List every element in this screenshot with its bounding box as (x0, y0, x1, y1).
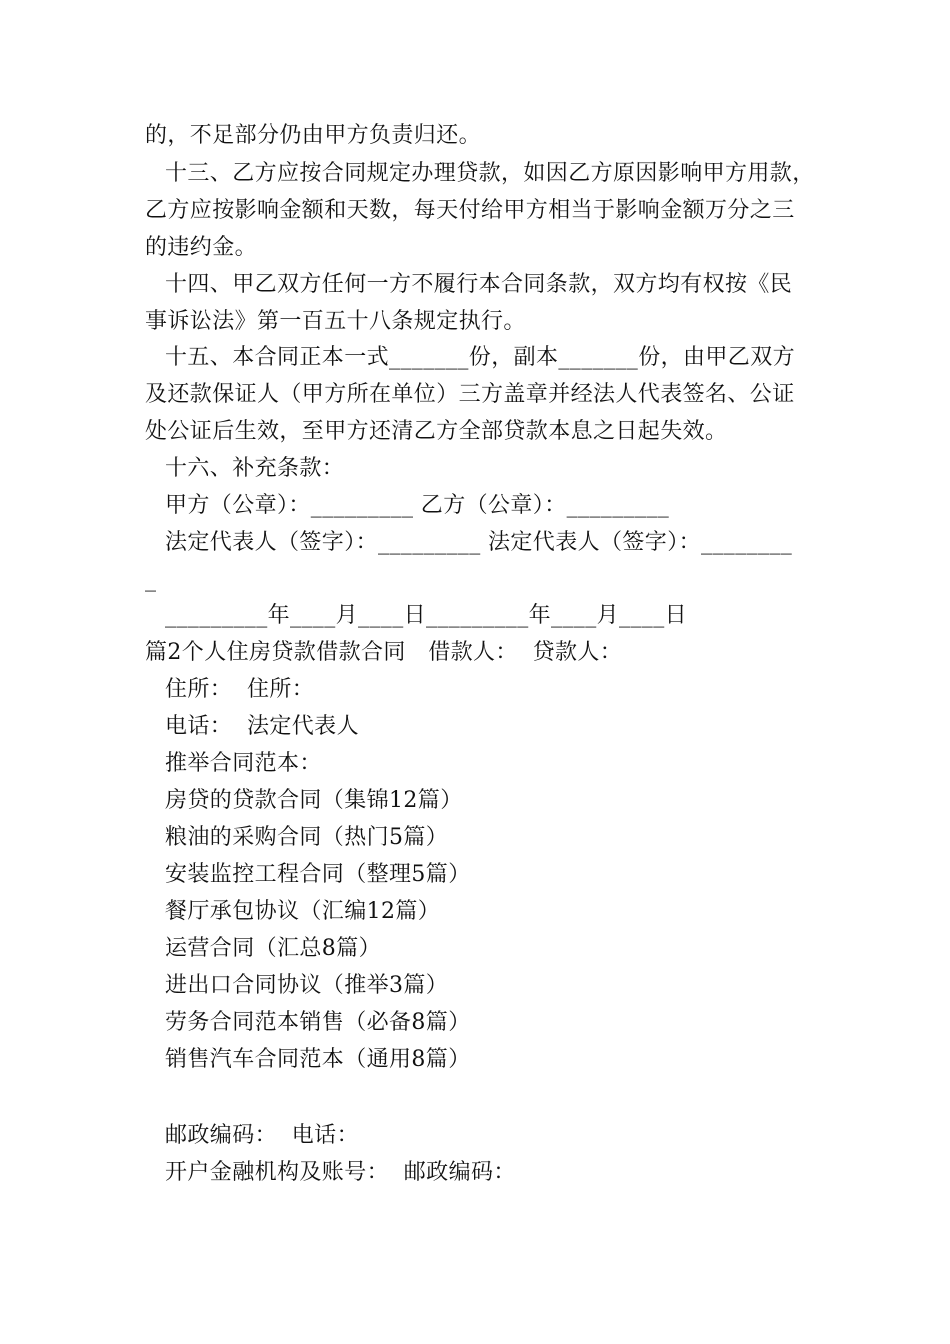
recommended-link[interactable]: 劳务合同范本销售（必备8篇） (165, 1010, 471, 1035)
clause-16-heading: 十六、补充条款： (165, 456, 345, 481)
recommended-link[interactable]: 运营合同（汇总8篇） (165, 936, 381, 961)
clause-15-line-1: 十五、本合同正本一式_______份，副本_______份，由甲乙双方 (165, 345, 796, 370)
clause-15-line-2: 及还款保证人（甲方所在单位）三方盖章并经法人代表签名、公证 (145, 382, 795, 407)
recommended-link[interactable]: 房贷的贷款合同（集锦12篇） (165, 788, 463, 813)
text-line: 的，不足部分仍由甲方负责归还。 (145, 123, 482, 148)
seal-line: 甲方（公章）：_________ 乙方（公章）：_________ (165, 493, 670, 518)
date-line: _________年____月____日_________年____月____日 (165, 603, 688, 628)
clause-13-line-3: 的违约金。 (145, 235, 258, 260)
phone-line: 电话： 法定代表人 (165, 714, 359, 739)
clause-15-line-3: 处公证后生效，至甲方还清乙方全部贷款本息之日起失效。 (145, 419, 728, 444)
clause-14-line-1: 十四、甲乙双方任何一方不履行本合同条款，双方均有权按《民 (165, 272, 793, 297)
clause-13-line-1: 十三、乙方应按合同规定办理贷款，如因乙方原因影响甲方用款， (165, 161, 815, 186)
signature-line-overflow: _ (145, 567, 157, 592)
recommended-link[interactable]: 进出口合同协议（推举3篇） (165, 973, 449, 998)
recommended-link[interactable]: 粮油的采购合同（热门5篇） (165, 825, 449, 850)
clause-13-line-2: 乙方应按影响金额和天数，每天付给甲方相当于影响金额万分之三 (145, 198, 795, 223)
recommended-link[interactable]: 餐厅承包协议（汇编12篇） (165, 899, 441, 924)
clause-14-line-2: 事诉讼法》第一百五十八条规定执行。 (145, 309, 526, 334)
recommended-link[interactable]: 销售汽车合同范本（通用8篇） (165, 1047, 471, 1072)
signature-line: 法定代表人（签字）：_________ 法定代表人（签字）：________ (165, 530, 793, 555)
recommended-heading: 推举合同范本： (165, 751, 322, 776)
address-line: 住所： 住所： (165, 677, 315, 702)
postal-line: 邮政编码： 电话： (165, 1123, 359, 1148)
section-2-heading: 篇2个人住房贷款借款合同 借款人： 贷款人： (145, 640, 623, 665)
recommended-link[interactable]: 安装监控工程合同（整理5篇） (165, 862, 471, 887)
bank-account-line: 开户金融机构及账号： 邮政编码： (165, 1160, 516, 1185)
